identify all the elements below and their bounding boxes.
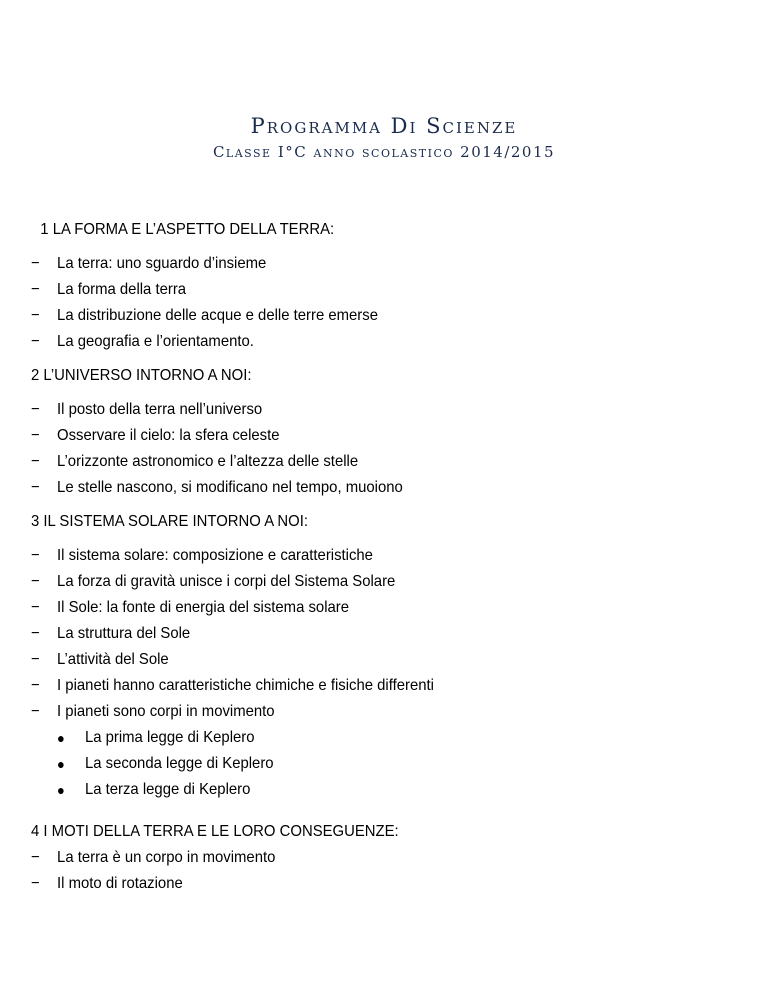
list-item: − La geografia e l’orientamento.	[31, 329, 682, 355]
document-subtitle: Classe I°C anno scolastico 2014/2015	[212, 143, 556, 161]
sub-list-item: ● La prima legge di Keplero	[31, 725, 682, 751]
list-item: − L’attività del Sole	[31, 647, 682, 673]
sub-list-item: ● La seconda legge di Keplero	[31, 751, 682, 777]
list-item: − La terra è un corpo in movimento	[31, 845, 682, 871]
list-item: − I pianeti hanno caratteristiche chimiche e fisiche differenti	[31, 673, 682, 699]
list-item: − La forma della terra	[31, 277, 682, 303]
document-title: Programma Di Scienze	[250, 114, 518, 138]
list-item: − Il posto della terra nell’universo	[31, 397, 682, 423]
list-item: − Il Sole: la fonte di energia del sistema solare	[31, 595, 682, 621]
section-heading-1: 1 LA FORMA E L’ASPETTO DELLA TERRA:	[40, 221, 335, 238]
section-heading-4: 4 I MOTI DELLA TERRA E LE LORO CONSEGUENZE:	[31, 823, 399, 840]
list-item: − Le stelle nascono, si modificano nel tempo, muoiono	[31, 475, 682, 501]
list-item: − La distribuzione delle acque e delle terre emerse	[31, 303, 682, 329]
list-item: − I pianeti sono corpi in movimento	[31, 699, 682, 725]
list-item: − Il moto di rotazione	[31, 871, 682, 897]
document-body	[31, 217, 682, 897]
list-item: − La forza di gravità unisce i corpi del Sistema Solare	[31, 569, 682, 595]
section-heading-3: 3 IL SISTEMA SOLARE INTORNO A NOI:	[31, 513, 309, 530]
list-item: − Il sistema solare: composizione e caratteristiche	[31, 543, 682, 569]
section-list-2	[31, 397, 682, 501]
section-list-1	[31, 251, 682, 355]
section-heading-2: 2 L’UNIVERSO INTORNO A NOI:	[31, 367, 252, 384]
list-item: − La struttura del Sole	[31, 621, 682, 647]
kepler-laws-list	[31, 725, 682, 803]
sub-list-item: ● La terza legge di Keplero	[31, 777, 682, 803]
list-item: − La terra: uno sguardo d’insieme	[31, 251, 682, 277]
section-list-3	[31, 543, 682, 725]
list-item: − L’orizzonte astronomico e l’altezza delle stelle	[31, 449, 682, 475]
section-list-4	[31, 845, 682, 897]
list-item: − Osservare il cielo: la sfera celeste	[31, 423, 682, 449]
